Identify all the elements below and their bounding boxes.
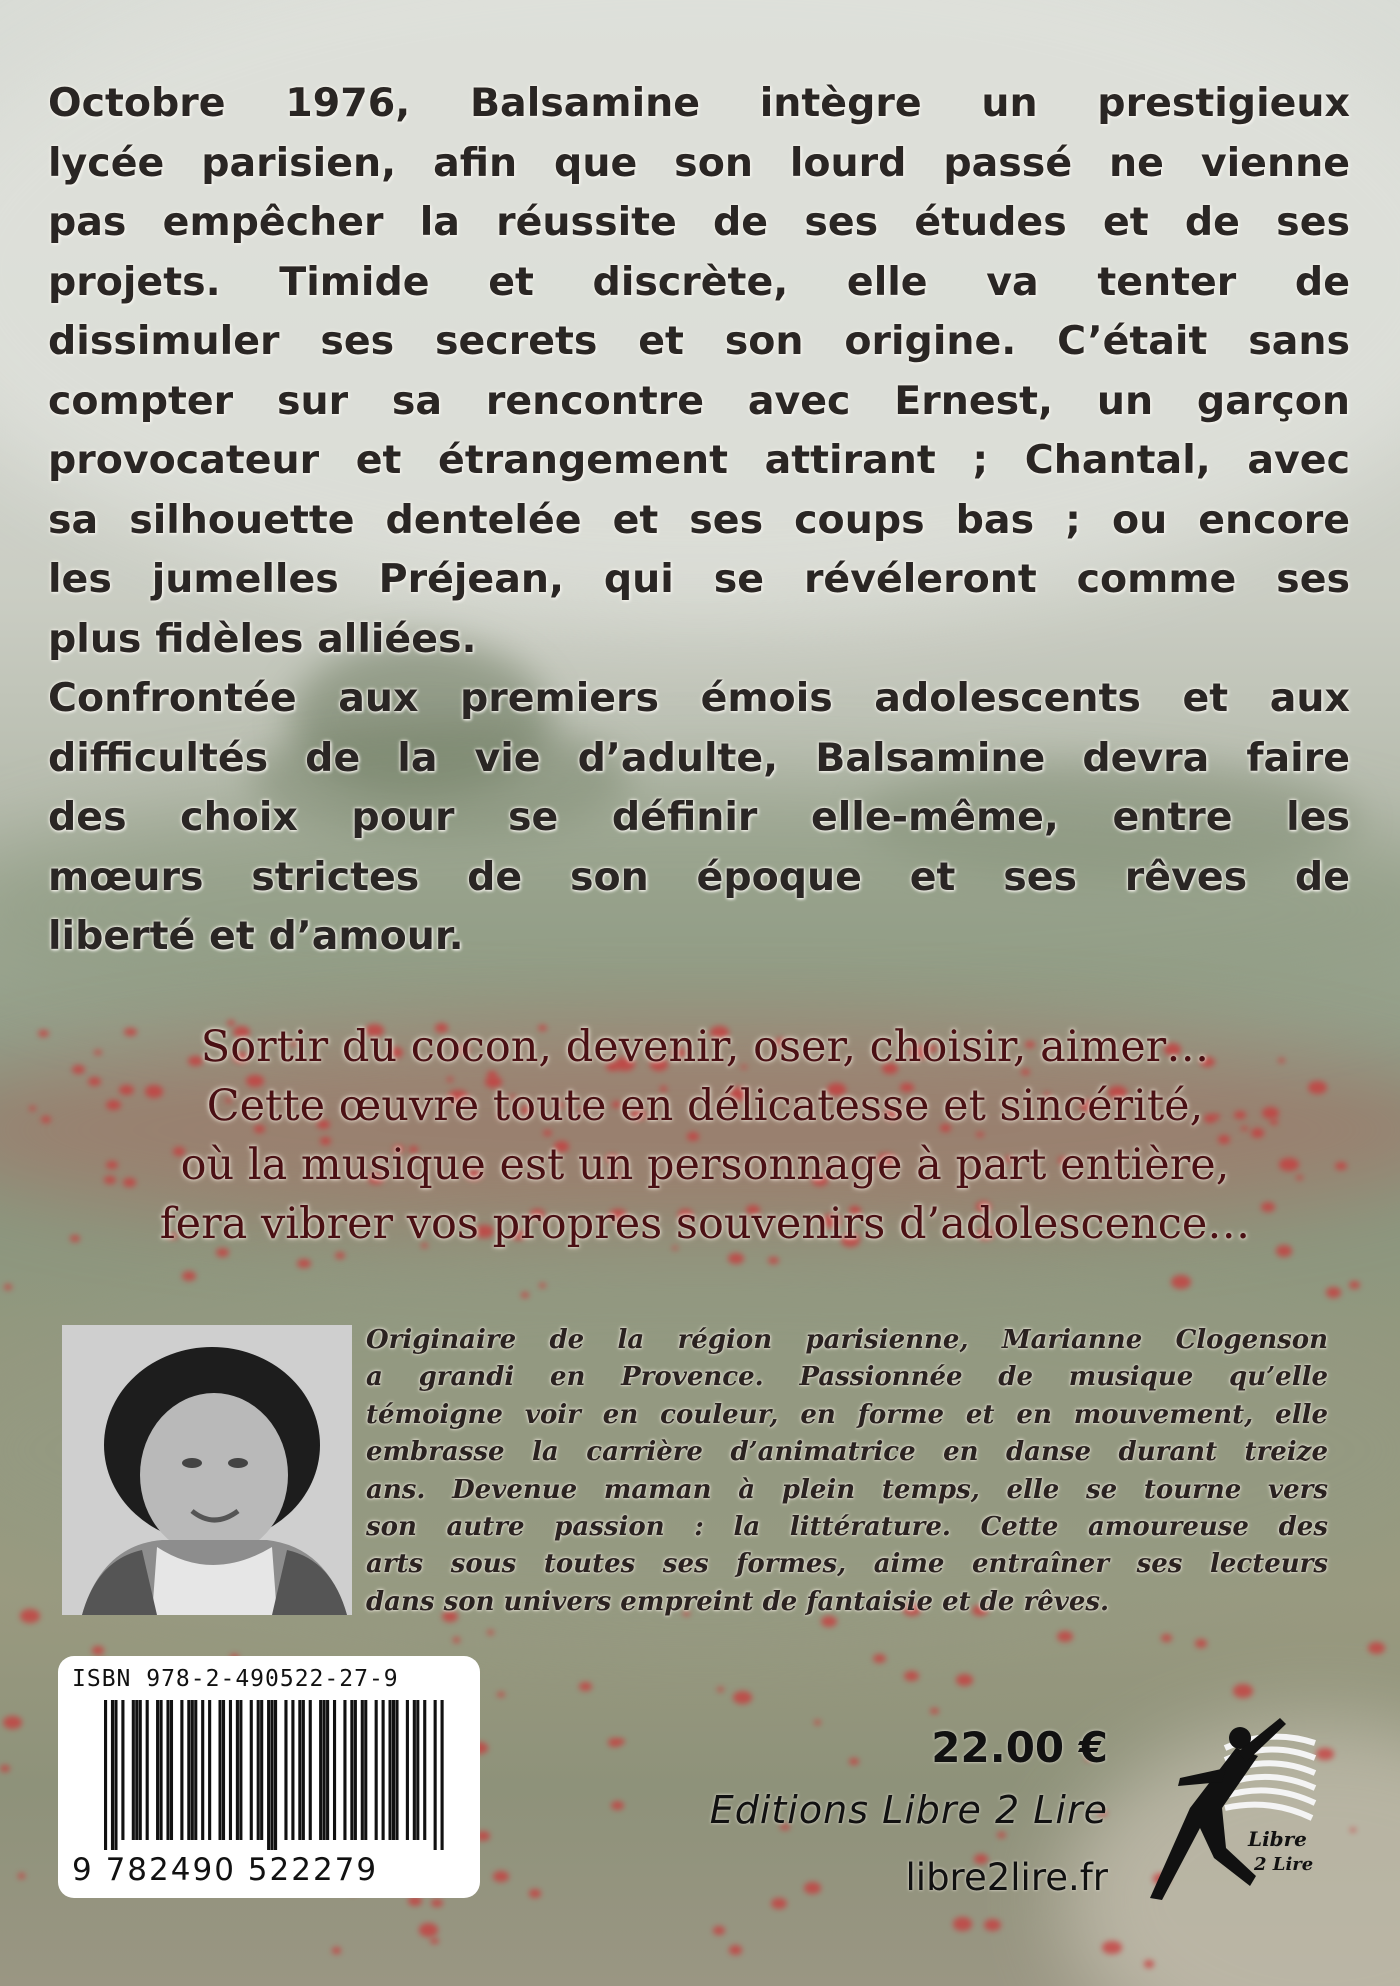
poppy bbox=[521, 1292, 529, 1298]
poppy bbox=[713, 1926, 725, 1935]
poppy bbox=[182, 1271, 196, 1281]
barcode-bar bbox=[201, 1700, 204, 1840]
author-bio bbox=[366, 1322, 1328, 1621]
poppy bbox=[1102, 1941, 1122, 1955]
poppy bbox=[729, 1945, 742, 1954]
barcode-bar bbox=[364, 1700, 367, 1840]
barcode-bar bbox=[350, 1700, 353, 1840]
poppy bbox=[529, 1889, 541, 1897]
poppy bbox=[419, 1923, 438, 1937]
blurb-line: projets. Timide et discrète, elle va tenter de bbox=[48, 258, 1350, 305]
blurb-line: Octobre 1976, Balsamine intègre un prestigieux bbox=[48, 80, 1350, 126]
blurb-line: pas empêcher la réussite de ses études et de ses bbox=[48, 199, 1350, 245]
tagline bbox=[70, 1018, 1340, 1254]
tagline-line: où la musique est un personnage à part entière, bbox=[180, 1140, 1230, 1190]
blurb-line: dissimuler ses secrets et son origine. C’était sans bbox=[48, 318, 1350, 364]
poppy bbox=[930, 1708, 938, 1714]
barcode-bar bbox=[114, 1700, 117, 1850]
poppy bbox=[539, 1283, 547, 1288]
poppy bbox=[997, 1832, 1006, 1839]
barcode-bar bbox=[423, 1700, 426, 1840]
barcode-bar bbox=[271, 1700, 274, 1850]
barcode-bar bbox=[382, 1700, 385, 1840]
barcode-bar bbox=[361, 1700, 364, 1840]
bio-line: arts sous toutes ses formes, aime entraîner ses lecteurs bbox=[366, 1549, 1328, 1580]
poppy bbox=[717, 1687, 724, 1692]
poppy bbox=[956, 1674, 973, 1686]
barcode-bar bbox=[257, 1700, 260, 1840]
barcode-bar bbox=[194, 1700, 197, 1840]
blurb-line: difficultés de la vie d’adulte, Balsamine devra faire bbox=[48, 734, 1350, 781]
barcode-bar bbox=[166, 1700, 169, 1840]
barcode-bar bbox=[146, 1700, 149, 1840]
barcode-bar bbox=[302, 1700, 305, 1840]
barcode-bar bbox=[180, 1700, 183, 1840]
blurb-line: des choix pour se définir elle-même, entre les bbox=[48, 794, 1350, 840]
blurb-line: sa silhouette dentelée et ses coups bas ; ou encore bbox=[48, 496, 1350, 543]
barcode-bar bbox=[298, 1700, 301, 1840]
tagline-line: fera vibrer vos propres souvenirs d’adolescence… bbox=[159, 1199, 1251, 1249]
publisher-logo bbox=[1130, 1708, 1320, 1908]
barcode-bar bbox=[191, 1700, 194, 1840]
blurb-line: plus fidèles alliées. bbox=[48, 615, 477, 662]
barcode-bar bbox=[135, 1700, 138, 1840]
poppy bbox=[611, 1801, 624, 1810]
author-portrait-icon bbox=[62, 1325, 352, 1615]
poppy bbox=[608, 1738, 621, 1747]
poppy bbox=[814, 1720, 821, 1725]
barcode-bar bbox=[291, 1700, 294, 1840]
barcode-bar bbox=[274, 1700, 277, 1850]
poppy bbox=[453, 1637, 461, 1642]
barcode-bar bbox=[441, 1700, 444, 1850]
barcode-bar bbox=[260, 1700, 263, 1840]
logo-text-line1: Libre bbox=[1248, 1827, 1307, 1851]
poppy bbox=[497, 1692, 505, 1698]
price: 22.00 € bbox=[931, 1723, 1108, 1772]
poppy bbox=[768, 1257, 779, 1264]
barcode-bar bbox=[375, 1700, 378, 1840]
barcode-bar bbox=[139, 1700, 142, 1840]
barcode-bar bbox=[343, 1700, 346, 1840]
barcode-bar bbox=[326, 1700, 329, 1840]
poppy bbox=[4, 1284, 12, 1290]
publisher-website: libre2lire.fr bbox=[905, 1856, 1108, 1899]
poppy bbox=[771, 1898, 787, 1909]
barcode-bar bbox=[392, 1700, 395, 1840]
poppy bbox=[849, 1758, 859, 1765]
poppy bbox=[430, 1938, 439, 1945]
tagline-line: Cette œuvre toute en délicatesse et sincérité, bbox=[206, 1081, 1204, 1131]
poppy bbox=[1233, 1684, 1253, 1698]
poppy bbox=[493, 1871, 508, 1882]
barcode-bar bbox=[434, 1700, 437, 1850]
blurb-line: les jumelles Préjean, qui se révéleront comme ses bbox=[48, 556, 1350, 602]
barcode-bar bbox=[170, 1700, 173, 1840]
barcode-bar bbox=[156, 1700, 159, 1840]
logo-text-line2: 2 Lire bbox=[1254, 1854, 1314, 1875]
isbn-label: ISBN 978-2-490522-27-9 bbox=[72, 1666, 399, 1692]
blurb-line: mœurs strictes de son époque et ses rêves de bbox=[48, 853, 1350, 900]
poppy bbox=[728, 1253, 744, 1264]
barcode-bar bbox=[111, 1700, 114, 1850]
publisher-name: Editions Libre 2 Lire bbox=[709, 1788, 1108, 1832]
poppy bbox=[431, 1899, 443, 1907]
poppy bbox=[20, 1609, 40, 1623]
poppy bbox=[29, 1106, 36, 1111]
barcode-bar bbox=[388, 1700, 391, 1840]
barcode-bar bbox=[218, 1700, 221, 1840]
poppy bbox=[3, 1716, 22, 1730]
barcode-bar bbox=[236, 1700, 239, 1840]
barcode-bar bbox=[284, 1700, 287, 1840]
poppy bbox=[873, 1654, 886, 1663]
barcode-bar bbox=[406, 1700, 409, 1840]
bio-line: dans son univers empreint de fantaisie et de rêves. bbox=[366, 1586, 1110, 1617]
poppy bbox=[92, 1646, 105, 1655]
poppy bbox=[1195, 1639, 1207, 1648]
barcode-bar bbox=[395, 1700, 398, 1840]
bio-line: Originaire de la région parisienne, Marianne Clogenson bbox=[366, 1325, 1328, 1355]
barcode-bar bbox=[132, 1700, 135, 1840]
barcode-block bbox=[58, 1656, 480, 1898]
bio-line: embrasse la carrière d’animatrice en danse durant treize bbox=[366, 1437, 1328, 1468]
barcode-bar bbox=[222, 1700, 225, 1840]
barcode-bar bbox=[208, 1700, 211, 1840]
poppy bbox=[579, 1682, 592, 1691]
barcode-bar bbox=[319, 1700, 322, 1840]
barcode-bar bbox=[416, 1700, 419, 1840]
blurb-line: Confrontée aux premiers émois adolescents et aux bbox=[48, 675, 1350, 721]
poppy bbox=[904, 1671, 919, 1681]
barcode-icon bbox=[104, 1700, 444, 1850]
barcode-bar bbox=[267, 1700, 270, 1850]
barcode-bar bbox=[323, 1700, 326, 1840]
blurb-line: provocateur et étrangement attirant ; Chantal, avec bbox=[48, 437, 1350, 483]
poppy bbox=[1349, 1281, 1360, 1289]
poppy bbox=[984, 1919, 1001, 1931]
ean-digits: 9 782490 522279 bbox=[72, 1852, 379, 1888]
barcode-bar bbox=[239, 1700, 242, 1840]
poppy bbox=[1171, 1275, 1191, 1289]
barcode-bar bbox=[309, 1700, 312, 1840]
poppy bbox=[1161, 1634, 1173, 1642]
author-photo bbox=[62, 1325, 352, 1615]
poppy bbox=[1057, 1631, 1073, 1642]
blurb-line: liberté et d’amour. bbox=[48, 913, 464, 959]
poppy bbox=[1326, 1287, 1341, 1298]
poppy bbox=[38, 1030, 49, 1037]
barcode-bar bbox=[104, 1700, 107, 1850]
poppy bbox=[487, 1630, 494, 1635]
bio-line: a grandi en Provence. Passionnée de musique qu’elle bbox=[366, 1362, 1328, 1393]
barcode-bar bbox=[229, 1700, 232, 1840]
bio-line: ans. Devenue maman à plein temps, elle se tourne vers bbox=[366, 1474, 1328, 1505]
poppy bbox=[332, 1947, 341, 1954]
barcode-bar bbox=[250, 1700, 253, 1840]
barcode-bar bbox=[187, 1700, 190, 1840]
poppy bbox=[18, 1873, 26, 1879]
blurb-line: lycée parisien, afin que son lourd passé ne vienne bbox=[48, 139, 1350, 186]
poppy bbox=[1144, 1960, 1154, 1967]
poppy bbox=[733, 1691, 752, 1704]
barcode-bar bbox=[354, 1700, 357, 1840]
poppy bbox=[1368, 1642, 1385, 1654]
blurb-line: compter sur sa rencontre avec Ernest, un garçon bbox=[48, 377, 1350, 424]
barcode-bar bbox=[160, 1700, 163, 1840]
poppy bbox=[0, 1765, 10, 1772]
tagline-line: Sortir du cocon, devenir, oser, choisir, aimer… bbox=[200, 1022, 1210, 1072]
poppy bbox=[953, 1917, 972, 1930]
bio-line: témoigne voir en couleur, en forme et en mouvement, elle bbox=[366, 1399, 1328, 1430]
poppy bbox=[804, 1882, 821, 1894]
blurb bbox=[48, 74, 1350, 967]
barcode-bar bbox=[413, 1700, 416, 1840]
barcode-bar bbox=[121, 1700, 124, 1840]
poppy bbox=[297, 1259, 311, 1269]
bio-line: son autre passion : la littérature. Cette amoureuse des bbox=[366, 1512, 1328, 1543]
barcode-bar bbox=[333, 1700, 336, 1840]
